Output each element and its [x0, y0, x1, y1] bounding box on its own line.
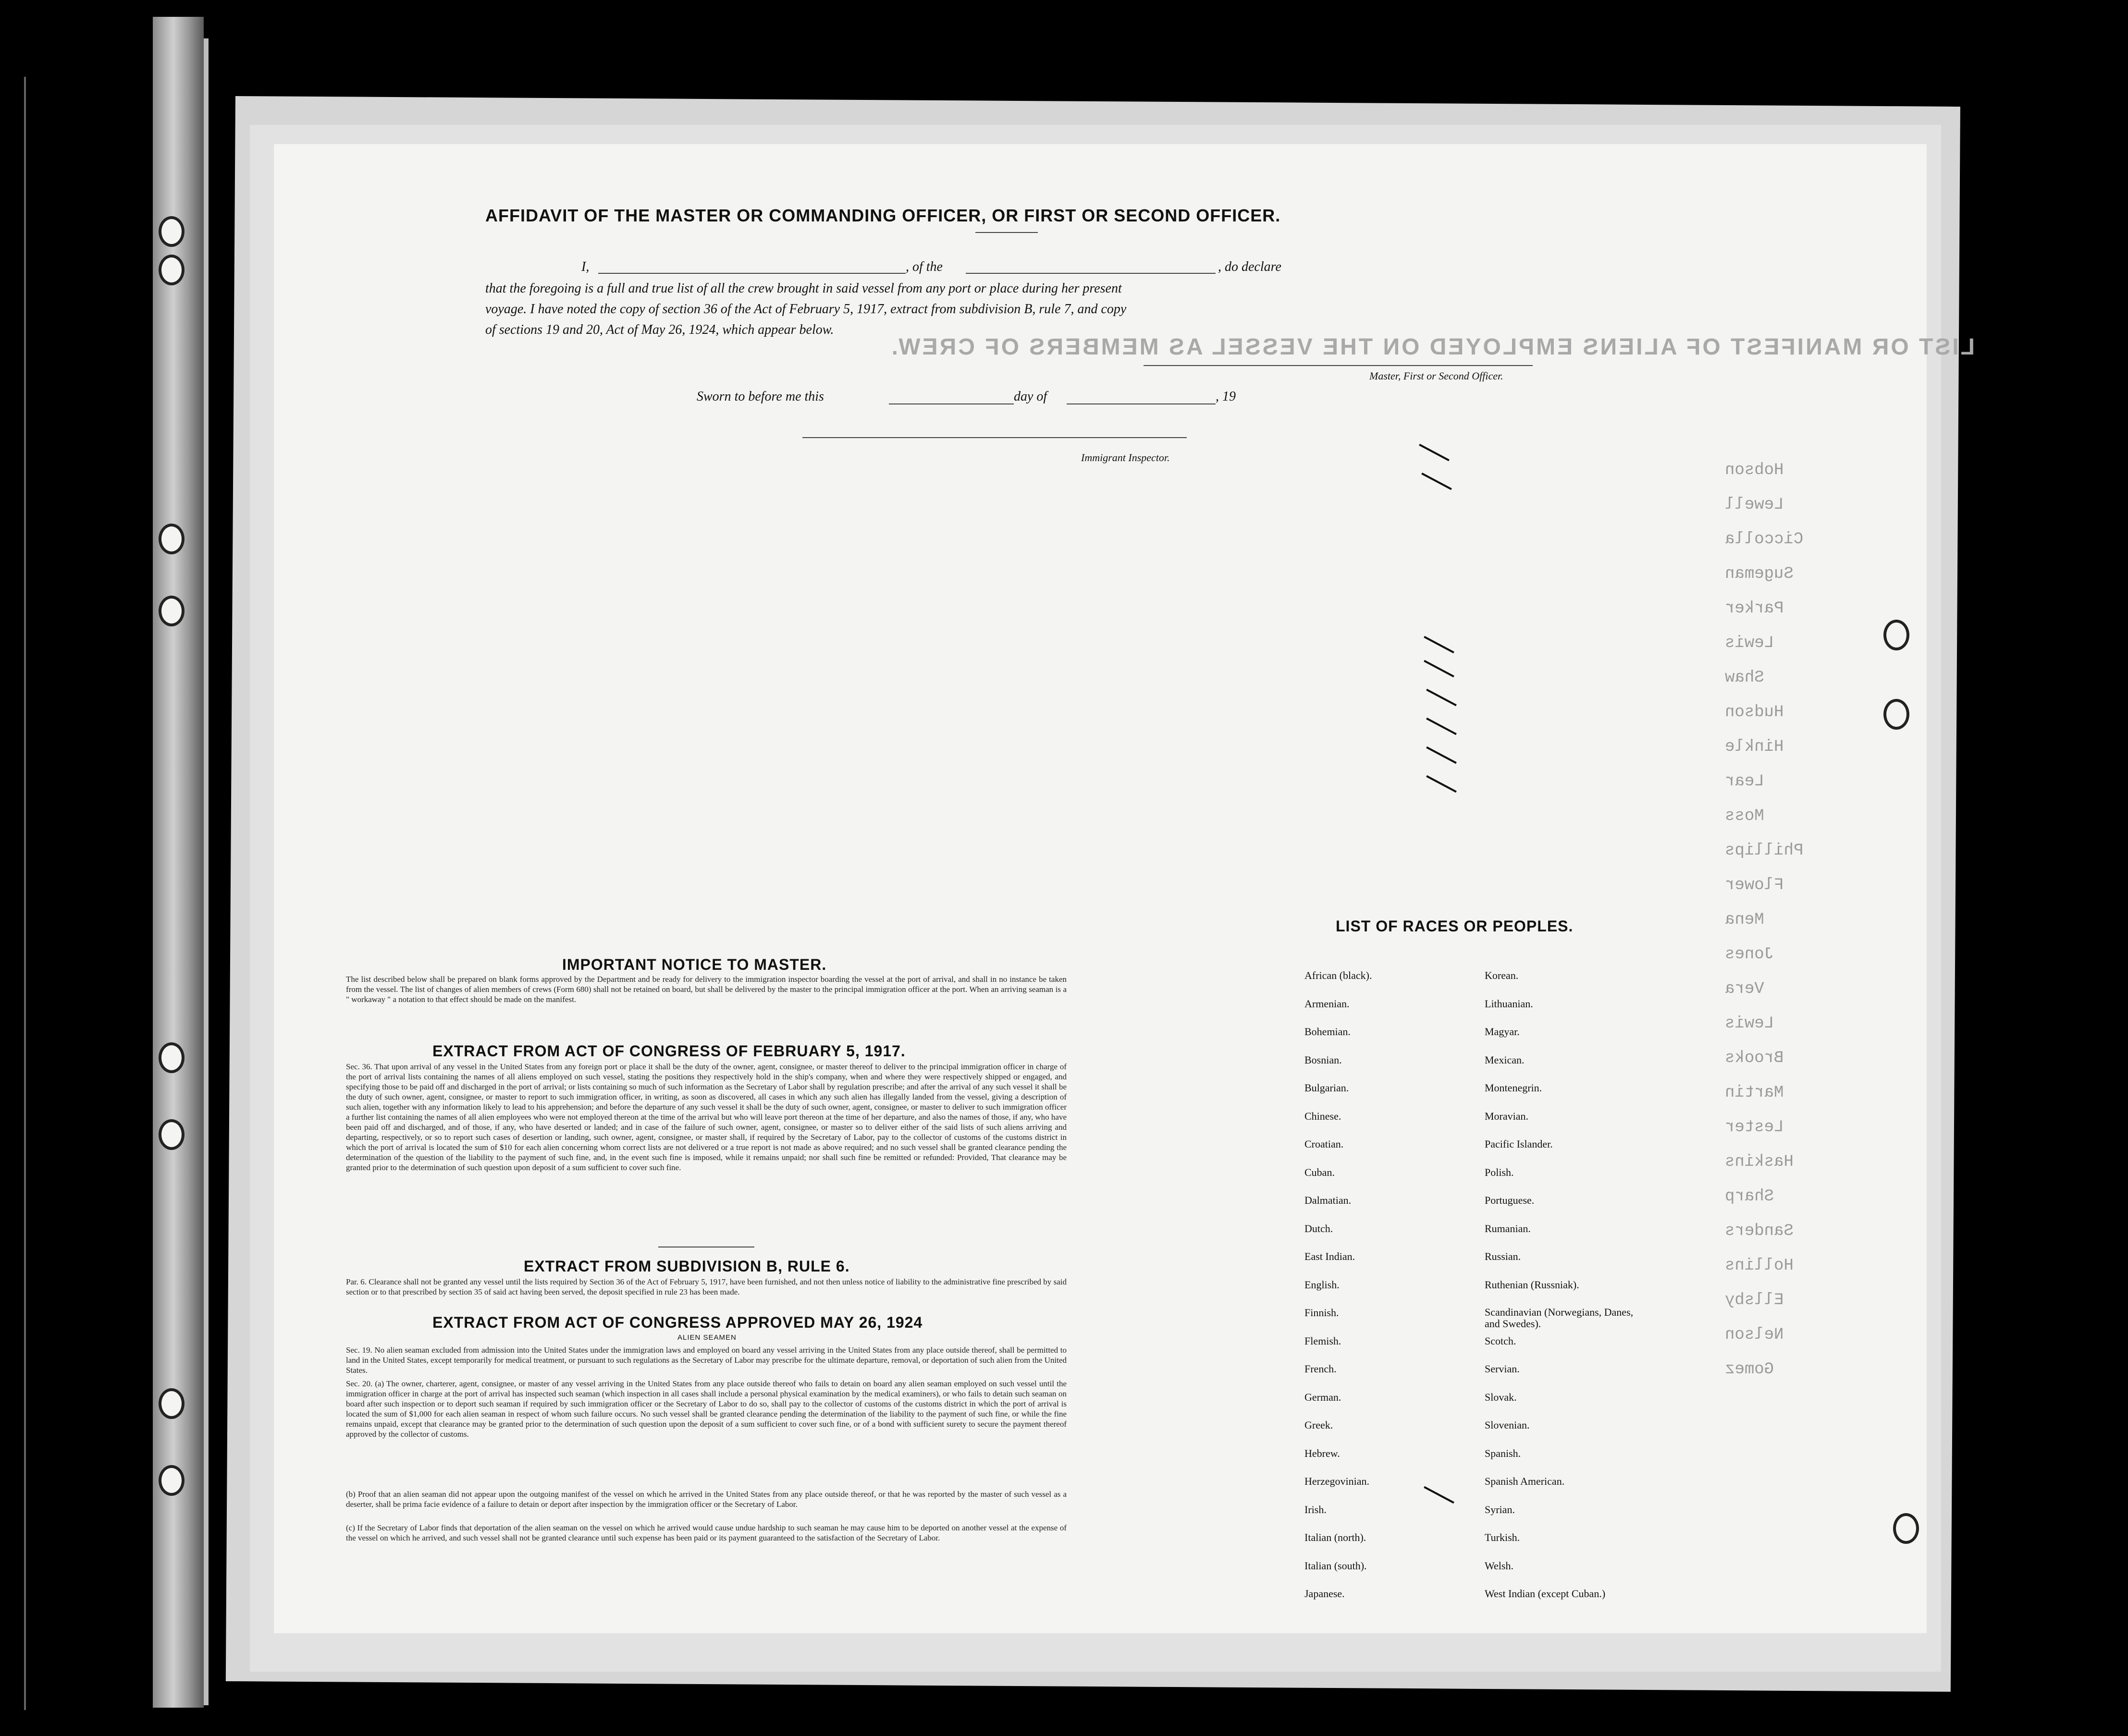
binder-hole [159, 596, 185, 626]
master-signature-label: Master, First or Second Officer. [1369, 370, 1503, 382]
affidavit-line-3: voyage. I have noted the copy of section 36 of the Act of February 5, 1917, extract from subdivision B, rule 7, and copy [485, 302, 1127, 317]
race-item: African (black). [1304, 969, 1372, 981]
sworn-day-blank [889, 403, 1014, 404]
race-item: Bohemian. [1304, 1026, 1351, 1038]
bleed-through-name: Hudson [1725, 703, 1784, 721]
race-item: Dutch. [1304, 1222, 1333, 1235]
race-item: English. [1304, 1278, 1340, 1291]
bleed-through-name: Hobson [1725, 461, 1784, 479]
check-mark [1426, 718, 1457, 735]
bleed-through-name: Haskins [1725, 1153, 1794, 1171]
extract-1924-title: EXTRACT FROM ACT OF CONGRESS APPROVED MAY 26, 1924 [432, 1314, 923, 1331]
race-item: Herzegovinian. [1304, 1475, 1369, 1487]
races-title: LIST OF RACES OR PEOPLES. [1336, 917, 1574, 935]
bleed-through-name: Lewis [1725, 1015, 1774, 1033]
bleed-through-name: Hinkle [1725, 738, 1784, 756]
race-item: Greek. [1304, 1419, 1333, 1431]
race-item: Korean. [1485, 969, 1519, 981]
binder-hole [159, 1119, 185, 1150]
subdivision-text: Par. 6. Clearance shall not be granted any vessel until the lists required by Section 36 of the Act of February 5, 1917, have been furnished, and not then unless notice of liability to the administrative fine prescribed by said section or to that prescribed by section 35 of said act having been served, the deposit specified in rule 23 has been made. [346, 1277, 1067, 1296]
race-item: Cuban. [1304, 1166, 1335, 1178]
race-item: Italian (north). [1304, 1531, 1366, 1543]
check-mark [1424, 636, 1454, 653]
bleed-through-name: Lewis [1725, 634, 1774, 652]
binder-hole [159, 524, 185, 554]
race-item: Magyar. [1485, 1026, 1520, 1038]
race-item: Italian (south). [1304, 1559, 1367, 1572]
sworn-label: Sworn to before me this [697, 389, 824, 404]
race-item: West Indian (except Cuban.) [1485, 1588, 1606, 1600]
race-item: Flemish. [1304, 1334, 1341, 1347]
punch-hole [1883, 699, 1909, 730]
race-item: Polish. [1485, 1166, 1514, 1178]
race-item: Portuguese. [1485, 1194, 1535, 1206]
bleed-through-name: Lewell [1725, 496, 1784, 514]
bleed-through-name: Mena [1725, 911, 1764, 929]
race-item: Mexican. [1485, 1053, 1525, 1066]
check-mark [1419, 444, 1450, 461]
binder-hole [159, 255, 185, 285]
binder-hole [159, 1042, 185, 1073]
race-item: Turkish. [1485, 1531, 1520, 1543]
race-item: Scotch. [1485, 1334, 1516, 1347]
bleed-through-title: LIST OR MANIFEST OF ALIENS EMPLOYED ON THE VESSEL AS MEMBERS OF CREW. [889, 334, 1975, 360]
race-item: Servian. [1485, 1363, 1520, 1375]
check-mark [1426, 775, 1457, 793]
extract-1924-sec19: Sec. 19. No alien seaman excluded from admission into the United States under the immigration laws and employed on board any vessel arriving in the United States from any place outside thereof, shall be permitted to land in the United States, except temporarily for medical treatment, or pursuant to such regulations as the Secretary of Labor may prescribe for the ultimate departure, removal, or deportation of such alien from the United States. [346, 1345, 1067, 1375]
race-item: Spanish. [1485, 1447, 1521, 1459]
extract-1924-subtitle: ALIEN SEAMEN [677, 1333, 737, 1342]
affidavit-line-4: of sections 19 and 20, Act of May 26, 1924, which appear below. [485, 322, 834, 337]
bleed-through-name: Lester [1725, 1118, 1784, 1137]
affidavit-page [274, 144, 1975, 1633]
title-rule [975, 232, 1038, 233]
inspector-label: Immigrant Inspector. [1081, 452, 1170, 464]
bleed-through-name: Shaw [1725, 669, 1764, 687]
race-item: Hebrew. [1304, 1447, 1340, 1459]
check-mark [1424, 1486, 1454, 1504]
check-mark [1421, 473, 1452, 490]
notice-text: The list described below shall be prepared on blank forms approved by the Department and be ready for delivery to the immigration inspector boarding the vessel at the port of arrival, and shall in no instance be taken from the vessel. The list of changes of alien members of crews (Form 680) shall not be retained on board, but shall be delivered by the master to the principal immigration officer at the port. When an arriving seaman is a " workaway " a notation to that effect should be made on the manifest. [346, 975, 1067, 1004]
check-mark [1424, 660, 1454, 677]
affidavit-line-of: , of the [906, 259, 943, 274]
bleed-through-name: Lear [1725, 772, 1764, 791]
extract-1924-sec20b: (b) Proof that an alien seaman did not appear upon the outgoing manifest of the vessel on which he arrived in the United States from any place outside thereof, or that he was reported by the master of such vessel as a deserter, shall be prima facie evidence of a failure to detain or deport after inspection by the immigration officer or the Secretary of Labor. [346, 1490, 1067, 1509]
race-item: Croatian. [1304, 1138, 1344, 1150]
affidavit-line-declare: , do declare [1218, 259, 1281, 274]
race-item: East Indian. [1304, 1250, 1355, 1262]
extract-1924-sec20a: Sec. 20. (a) The owner, charterer, agent, consignee, or master of any vessel arriving in the United States from any place outside thereof who fails to detain on board any alien seaman employed on such vessel until the immigration officer in charge at the port of arrival has inspected such seaman (which inspection in all cases shall include a personal physical examination by the medical examiners), or who fails to detain such seaman on board after such inspection or to deport such seaman if required by such immigration officer or the Secretary of Labor to do so, shall pay to the collector of customs of the customs district in which the port of arrival is located the sum of $1,000 for each alien seaman in respect of whom such failure occurs. No such vessel shall be granted clearance pending the determination of the liability to the payment of such fine, or while the fine remains unpaid, except that clearance may be granted prior to the determination of such question upon the deposit of a sum sufficient to cover such fine, or of a bond with sufficient surety to secure the payment thereof approved by the collector of customs. [346, 1379, 1067, 1439]
day-of-label: day of [1014, 389, 1047, 404]
race-item: Welsh. [1485, 1559, 1513, 1572]
binder-hole [159, 1388, 185, 1419]
punch-hole [1893, 1513, 1919, 1544]
affidavit-line-2: that the foregoing is a full and true list of all the crew brought in said vessel from any port or place during her present [485, 281, 1122, 296]
bleed-through-name: Nelson [1725, 1326, 1784, 1344]
extract-1924-sec20c: (c) If the Secretary of Labor finds that deportation of the alien seaman on the vessel on which he arrived would cause undue hardship to such seaman he may cause him to be deported on another vessel at the expense of the vessel on which he arrived, and such vessel shall not be granted clearance until such expense has been paid or its payment guaranteed to the satisfaction of the Secretary of Labor. [346, 1523, 1067, 1542]
bleed-through-name: Brooks [1725, 1049, 1784, 1067]
year-label: , 19 [1216, 389, 1236, 404]
check-mark [1426, 689, 1457, 706]
affidavit-line-i: I, [581, 259, 590, 274]
race-item: Chinese. [1304, 1110, 1341, 1122]
race-item: Montenegrin. [1485, 1082, 1542, 1094]
check-mark [1426, 746, 1457, 764]
binder-hole [159, 1465, 185, 1496]
bleed-through-name: Phillips [1725, 842, 1804, 860]
bleed-through-name: Ciccolla [1725, 530, 1804, 549]
race-item: French. [1304, 1363, 1337, 1375]
bleed-through-name: Sharp [1725, 1187, 1774, 1206]
bleed-through-name: Sugeman [1725, 565, 1794, 583]
left-edge-rule [24, 77, 26, 1710]
notice-title: IMPORTANT NOTICE TO MASTER. [562, 956, 827, 973]
race-item: Bosnian. [1304, 1053, 1342, 1066]
race-item: Pacific Islander. [1485, 1138, 1553, 1150]
race-item: Armenian. [1304, 997, 1350, 1010]
extract-1917-title: EXTRACT FROM ACT OF CONGRESS OF FEBRUARY 5, 1917. [432, 1042, 906, 1060]
bleed-through-name: Sanders [1725, 1222, 1794, 1240]
race-item: Slovak. [1485, 1391, 1517, 1403]
race-item: Spanish American. [1485, 1475, 1565, 1487]
subdivision-title: EXTRACT FROM SUBDIVISION B, RULE 6. [524, 1258, 850, 1275]
name-blank [598, 273, 906, 274]
bleed-through-name: Vera [1725, 980, 1764, 998]
extract-1917-text: Sec. 36. That upon arrival of any vessel in the United States from any foreign port or place it shall be the duty of the owner, agent, consignee, or master thereof to deliver to the principal immigration officer in charge of the port of arrival lists containing the names of all aliens employed on such vessel, stating the positions they respectively hold in the ship's company, when and where they were respectively shipped or engaged, and specifying those to be paid off and discharged in the port of arrival; or lists containing so much of such information as the Secretary of Labor shall by regulation prescribe; and after the arrival of any such vessel it shall be the duty of such owner, agent, consignee, or master to report to such immigration officer, in writing, as soon as discovered, all cases in which any such alien has illegally landed from the vessel, giving a description of such alien, together with any information likely to lead to his apprehension; and before the departure of any such vessel it shall be the duty of such owner, agent, consignee, or master to deliver to such immigration officer a further list containing the names of all alien employees who were not employed thereon at the time of the arrival but who will leave port thereon at the time of her departure, and also the names of those, if any, who have been paid off and discharged, and of those, if any, who have deserted or landed; and in case of the failure of such owner, agent, consignee, or master so to deliver either of the said lists of such aliens arriving and departing, respectively, or so to report such cases of desertion or landing, such owner, agent, consignee, or master shall, if required by the Secretary of Labor, pay to the collector of customs of the customs district in which the port of arrival is located the sum of $10 for each alien concerning whom correct lists are not delivered or a true report is not made as above required; and no such vessel shall be granted clearance pending the determination of the question of the liability to the payment of such fine, and, in the event such fine is imposed, while it remains unpaid; nor shall such fine be remitted or refunded: Provided, That clearance may be granted prior to the determination of such question upon deposit of a sum sufficient to cover such fine. [346, 1062, 1067, 1172]
race-item: Scandinavian (Norwegians, Danes, and Swedes). [1485, 1306, 1634, 1330]
race-item: Ruthenian (Russniak). [1485, 1278, 1579, 1291]
bleed-through-name: Hollins [1725, 1257, 1794, 1275]
bleed-through-name: Moss [1725, 807, 1764, 825]
master-signature-line [1144, 365, 1533, 366]
bleed-through-name: Martin [1725, 1084, 1784, 1102]
race-item: Lithuanian. [1485, 997, 1533, 1010]
bleed-through-name: Jones [1725, 945, 1774, 964]
binder-edge [204, 38, 209, 1705]
race-item: German. [1304, 1391, 1341, 1403]
vessel-blank [966, 273, 1216, 274]
race-item: Irish. [1304, 1503, 1327, 1516]
bleed-through-name: Ellsby [1725, 1291, 1784, 1309]
bleed-through-name: Parker [1725, 599, 1784, 618]
inspector-signature-line [802, 437, 1187, 438]
binder-hole [159, 216, 185, 247]
punch-hole [1883, 620, 1909, 650]
race-item: Dalmatian. [1304, 1194, 1352, 1206]
race-item: Rumanian. [1485, 1222, 1531, 1235]
race-item: Syrian. [1485, 1503, 1515, 1516]
race-item: Japanese. [1304, 1588, 1345, 1600]
bleed-through-name: Gomez [1725, 1360, 1774, 1379]
race-item: Slovenian. [1485, 1419, 1530, 1431]
race-item: Russian. [1485, 1250, 1521, 1262]
race-item: Moravian. [1485, 1110, 1529, 1122]
race-item: Bulgarian. [1304, 1082, 1349, 1094]
affidavit-title: AFFIDAVIT OF THE MASTER OR COMMANDING OFFICER, OR FIRST OR SECOND OFFICER. [485, 206, 1281, 225]
bleed-through-name: Flower [1725, 876, 1784, 894]
race-item: Finnish. [1304, 1307, 1339, 1319]
month-blank [1067, 403, 1216, 404]
